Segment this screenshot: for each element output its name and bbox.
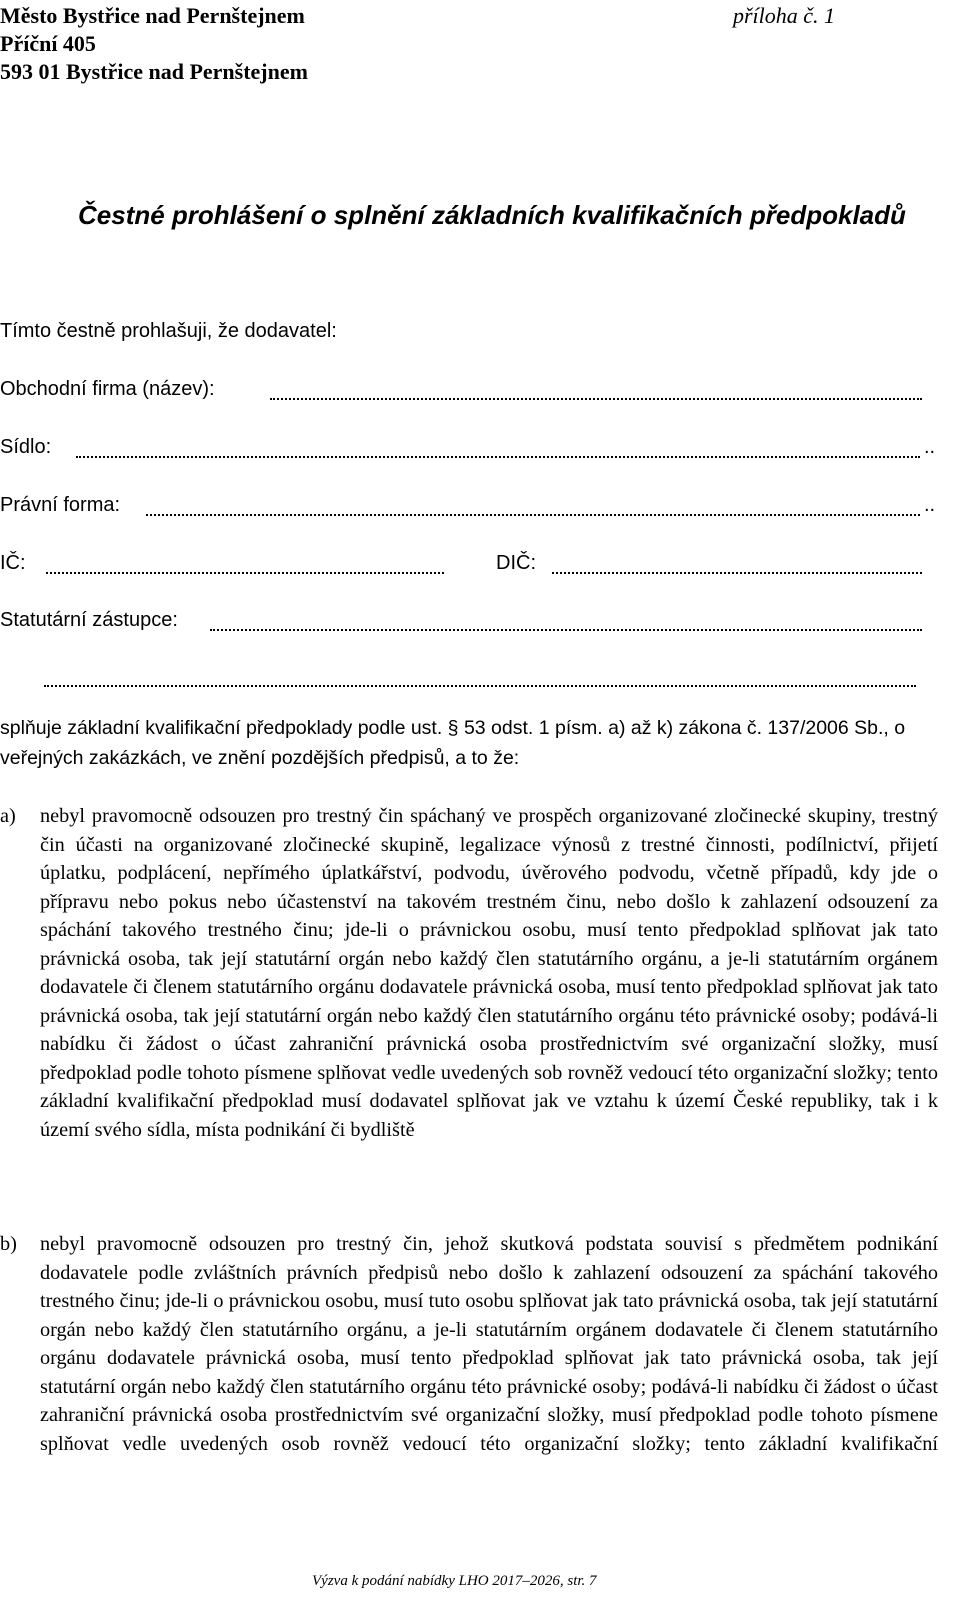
clause-a-text: nebyl pravomocně odsouzen pro trestný čin spáchaný ve prospěch organizované zločinecké skupiny, trestný čin účasti na organizované zločinecké skupině, legalizace výnosů z trestné činnosti, podílnictví, přijetí úplatku, podplácení, nepřímého úplatkářství, podvodu, úvěrového podvodu, včetně případů, kdy jde o přípravu nebo pokus nebo účastenství na takovém trestném činu, nebo došlo k zahlazení odsouzení za spáchání takového trestného činu; jde-li o právnickou osobu, musí tento předpoklad splňovat jak tato právnická osoba, tak její statutární orgán nebo každý člen statutárního orgánu, a je-li statutárním orgánem dodavatele či členem statutárního orgánu dodavatele právnická osoba, musí tento předpoklad splňovat jak tato právnická osoba, tak její statutární orgán nebo každý člen statutárního orgánu této právnické osoby; podává-li nabídku či žádost o účast zahraniční právnická osoba prostřednictvím své organizační složky, musí předpoklad podle tohoto písmene splňovat vedle uvedených sob rovněž vedoucí této organizační složky; tento základní kvalifikační předpoklad musí dodavatel splňovat jak ve vztahu k území České republiky, tak i k území svého sídla, místa podnikání či bydliště <box>40 805 938 1141</box>
org-name: Město Bystřice nad Pernštejnem <box>0 3 305 28</box>
seat-fill-line[interactable] <box>76 456 920 458</box>
dic-label: DIČ: <box>496 552 536 574</box>
company-fill-line[interactable] <box>270 398 922 400</box>
ic-fill-line[interactable] <box>46 572 444 574</box>
dic-fill-line[interactable] <box>552 572 922 574</box>
representative-fill-line[interactable] <box>210 629 922 631</box>
org-street: Příční 405 <box>0 31 96 56</box>
org-postal: 593 01 Bystřice nad Pernštejnem <box>0 59 308 84</box>
legal-form-label: Právní forma: <box>0 494 121 516</box>
legal-form-fill-line[interactable] <box>146 514 920 516</box>
seat-tail: .. <box>924 436 936 458</box>
representative-fill-line-2[interactable] <box>44 685 916 687</box>
legal-form-tail: .. <box>924 494 936 516</box>
clause-b-label: b) <box>0 1233 17 1255</box>
representative-label: Statutární zástupce: <box>0 609 178 631</box>
attachment-label: příloha č. 1 <box>733 3 836 28</box>
seat-label: Sídlo: <box>0 436 52 458</box>
fulfils-statement: splňuje základní kvalifikační předpoklady podle ust. § 53 odst. 1 písm. a) až k) zákona č. 137/2006 Sb., o veřejných zakázkách, ve znění pozdějších předpisů, a to že: <box>0 717 906 769</box>
ic-label: IČ: <box>0 552 26 574</box>
declaration-intro: Tímto čestně prohlašuji, že dodavatel: <box>0 320 337 342</box>
clause-b <box>0 1230 938 1458</box>
clause-a-label: a) <box>0 805 16 827</box>
clause-a <box>0 802 938 1144</box>
page-footer: Výzva k podání nabídky LHO 2017–2026, str. 7 <box>312 1573 597 1589</box>
document-title: Čestné prohlášení o splnění základních kvalifikačních předpokladů <box>78 200 906 230</box>
clause-b-text: nebyl pravomocně odsouzen pro trestný čin, jehož skutková podstata souvisí s předmětem podnikání dodavatele podle zvláštních právních předpisů nebo došlo k zahlazení odsouzení za spáchání takového trestného činu; jde-li o právnickou osobu, musí tuto osobu splňovat jak tato právnická osoba, tak její statutární orgán nebo každý člen statutárního orgánu, a je-li statutárním orgánem dodavatele či členem statutárního orgánu dodavatele právnická osoba, musí tento předpoklad splňovat jak tato právnická osoba, tak její statutární orgán nebo každý člen statutárního orgánu této právnické osoby; podává-li nabídku či žádost o účast zahraniční právnická osoba prostřednictvím své organizační složky, musí předpoklad podle tohoto písmene splňovat vedle uvedených osob rovněž vedoucí této organizační složky; tento základní kvalifikační <box>40 1233 938 1455</box>
company-label: Obchodní firma (název): <box>0 378 215 400</box>
